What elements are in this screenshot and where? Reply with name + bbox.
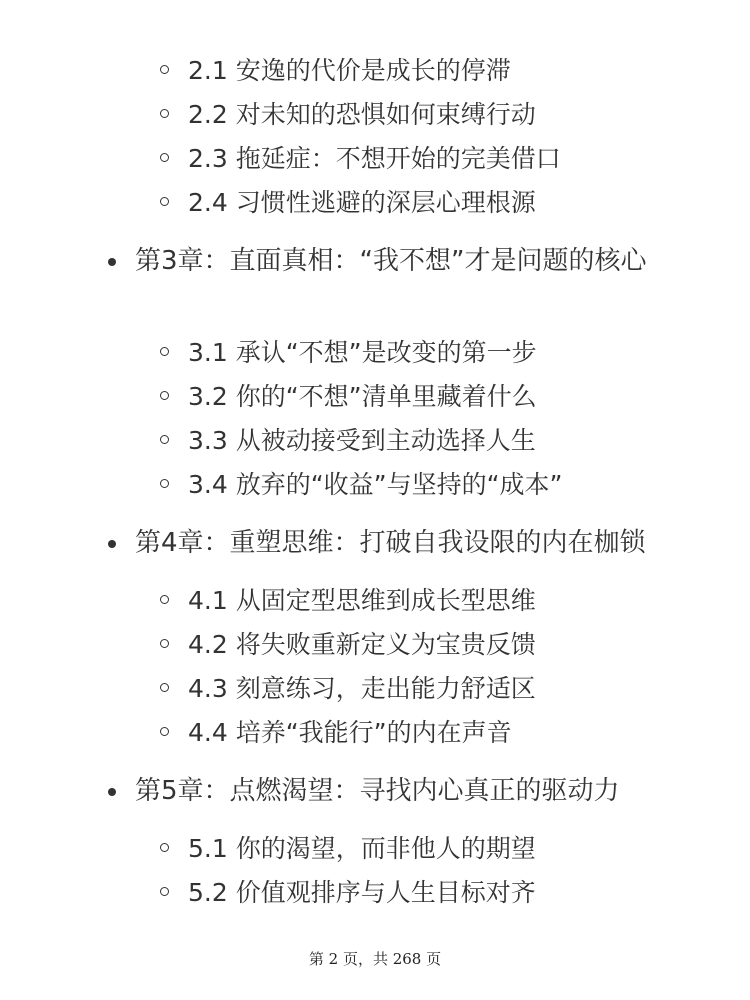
hollow-bullet-icon xyxy=(160,435,169,444)
bullet-icon xyxy=(108,258,116,266)
hollow-bullet-icon xyxy=(160,683,169,692)
subsection-label: 4.3 刻意练习，走出能力舒适区 xyxy=(188,674,536,703)
subsection-label: 2.4 习惯性逃避的深层心理根源 xyxy=(188,188,536,217)
hollow-bullet-icon xyxy=(160,153,169,162)
chapter-item xyxy=(108,521,668,565)
subsection-label: 3.4 放弃的“收益”与坚持的“成本” xyxy=(188,470,563,499)
subsection-label: 4.1 从固定型思维到成长型思维 xyxy=(188,586,536,615)
subsection-label: 3.2 你的“不想”清单里藏着什么 xyxy=(188,382,537,411)
subsection-item xyxy=(160,331,537,375)
subsection-label: 2.3 拖延症：不想开始的完美借口 xyxy=(188,144,561,173)
subsection-label: 3.3 从被动接受到主动选择人生 xyxy=(188,426,536,455)
subsection-label: 5.1 你的渴望，而非他人的期望 xyxy=(188,834,536,863)
subsection-item xyxy=(160,375,537,419)
bullet-icon xyxy=(108,540,116,548)
bullet-icon xyxy=(108,788,116,796)
chapter-label: 第5章：点燃渴望：寻找内心真正的驱动力 xyxy=(135,776,620,806)
subsection-item xyxy=(160,49,511,93)
subsection-item xyxy=(160,463,563,507)
subsection-label: 3.1 承认“不想”是改变的第一步 xyxy=(188,338,537,367)
subsection-label: 4.4 培养“我能行”的内在声音 xyxy=(188,718,512,747)
subsection-label: 2.2 对未知的恐惧如何束缚行动 xyxy=(188,100,536,129)
hollow-bullet-icon xyxy=(160,391,169,400)
subsection-item xyxy=(160,711,512,755)
subsection-item xyxy=(160,667,536,711)
subsection-item xyxy=(160,181,536,225)
subsection-item xyxy=(160,827,536,871)
hollow-bullet-icon xyxy=(160,887,169,896)
hollow-bullet-icon xyxy=(160,595,169,604)
subsection-item xyxy=(160,623,536,667)
hollow-bullet-icon xyxy=(160,65,169,74)
chapter-label: 第3章：直面真相：“我不想”才是问题的核心 xyxy=(135,246,647,276)
hollow-bullet-icon xyxy=(160,197,169,206)
subsection-item xyxy=(160,871,536,915)
hollow-bullet-icon xyxy=(160,479,169,488)
chapter-item xyxy=(108,239,668,283)
hollow-bullet-icon xyxy=(160,109,169,118)
subsection-item xyxy=(160,93,536,137)
subsection-item xyxy=(160,579,536,623)
subsection-label: 4.2 将失败重新定义为宝贵反馈 xyxy=(188,630,536,659)
subsection-item xyxy=(160,419,536,463)
hollow-bullet-icon xyxy=(160,347,169,356)
chapter-item xyxy=(108,769,668,813)
hollow-bullet-icon xyxy=(160,727,169,736)
subsection-label: 2.1 安逸的代价是成长的停滞 xyxy=(188,56,511,85)
hollow-bullet-icon xyxy=(160,639,169,648)
subsection-item xyxy=(160,137,561,181)
chapter-label: 第4章：重塑思维：打破自我设限的内在枷锁 xyxy=(135,528,646,558)
hollow-bullet-icon xyxy=(160,843,169,852)
subsection-label: 5.2 价值观排序与人生目标对齐 xyxy=(188,878,536,907)
page-number-footer: 第 2 页，共 268 页 xyxy=(308,950,442,968)
